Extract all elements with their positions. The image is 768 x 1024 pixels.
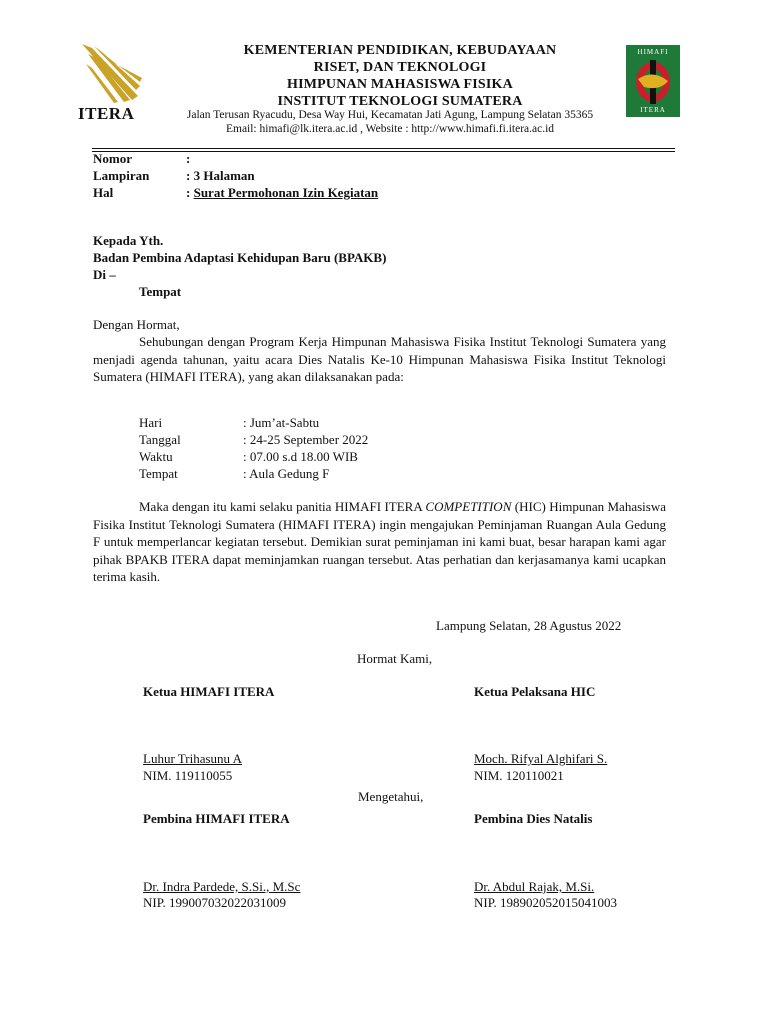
letterhead-address: Jalan Terusan Ryacudu, Desa Way Hui, Kecamatan Jati Agung, Lampung Selatan 35365 Email: himafi@lk.itera.ac.id , Website : http://www.himafi.fi.itera.ac.id: [186, 109, 594, 135]
header-rule: [92, 148, 675, 149]
meta-value-hal: Surat Permohonan Izin Kegiatan: [193, 185, 379, 200]
itera-logo-graphic: [78, 42, 148, 104]
itera-logo: [78, 42, 148, 122]
meta-label-nomor: Nomor: [93, 151, 132, 166]
paragraph-intro: Sehubungan dengan Program Kerja Himpunan Mahasiswa Fisika Institut Teknologi Sumatera yang menjadi agenda tahunan, yaitu acara Dies Natalis Ke-10 Himpunan Mahasiswa Fisika Institut Teknologi Sumatera (HIMAFI ITERA), yang akan dilaksanakan pada:: [93, 334, 666, 384]
closing: Hormat Kami,: [357, 651, 433, 666]
meta-value-lampiran: 3 Halaman: [193, 168, 255, 183]
paragraph-request: Maka dengan itu kami selaku panitia HIMAFI ITERA COMPETITION (HIC) Himpunan Mahasiswa Fisika Institut Teknologi Sumatera (HIMAFI ITERA) ingin mengajukan Peminjaman Ruangan Aula Gedung F untuk memperlancar kegiatan tersebut. Demikian surat peminjaman ini kami buat, besar harapan kami agar pihak BPAKB ITERA dapat meminjamkan ruangan tersebut. Atas perhatian dan kerjasamanya kami ucapkan terima kasih.: [93, 499, 666, 584]
itera-logo-text: ITERA: [78, 104, 135, 123]
place-date: Lampung Selatan, 28 Agustus 2022: [436, 618, 622, 633]
meta-label-hal: Hal: [93, 185, 114, 200]
greeting: Dengan Hormat,: [93, 317, 180, 332]
letterhead-title: KEMENTERIAN PENDIDIKAN, KEBUDAYAAN RISET, DAN TEKNOLOGI HIMPUNAN MAHASISWA FISIKA INSTITUT TEKNOLOGI SUMATERA: [243, 43, 557, 109]
meta-label-lampiran: Lampiran: [93, 168, 150, 183]
himafi-logo: HIMAFI ITERA: [626, 45, 680, 117]
header-rule-thin: [92, 151, 675, 152]
himafi-emblem-icon: [626, 57, 680, 107]
acknowledged-label: Mengetahui,: [358, 789, 424, 804]
